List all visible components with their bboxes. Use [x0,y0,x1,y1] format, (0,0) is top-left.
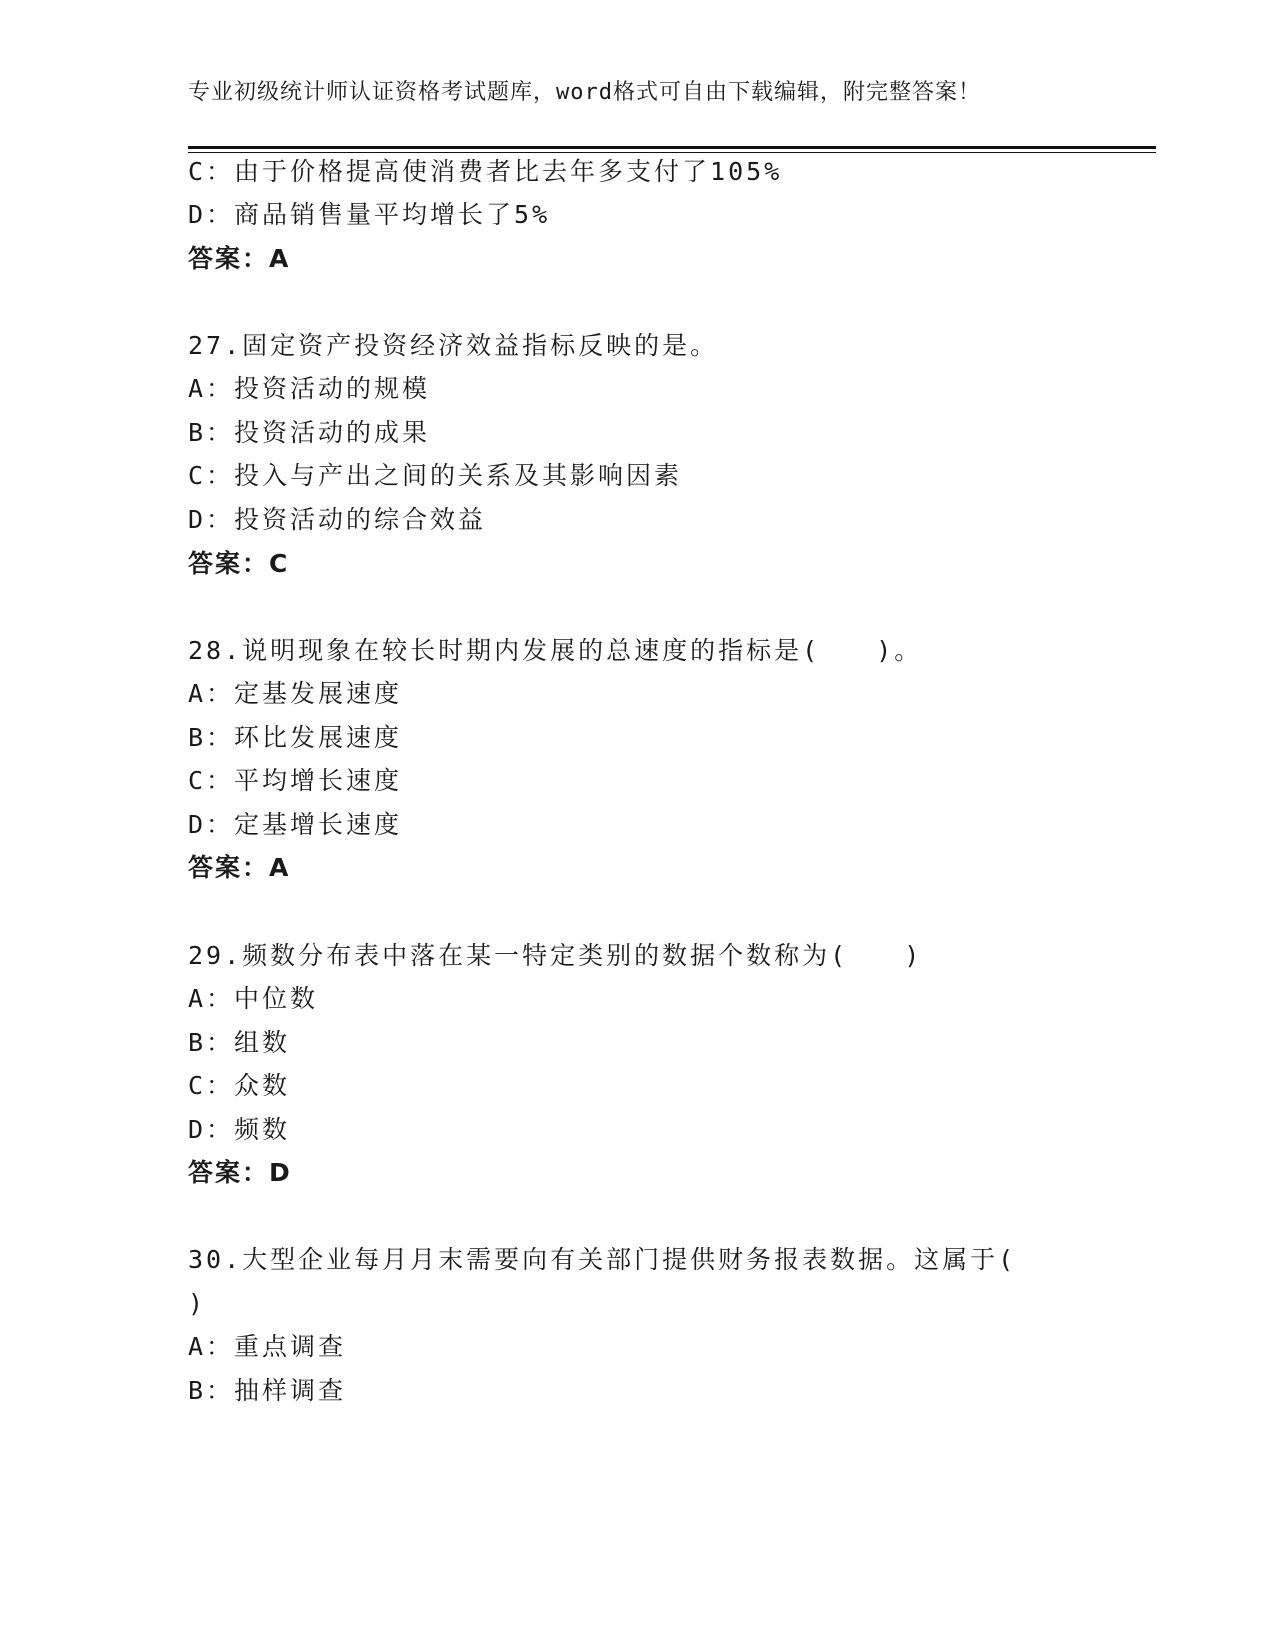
q29-option-d: D：频数 [188,1115,291,1144]
q28-option-c: C：平均增长速度 [188,766,403,795]
q27-answer: 答案：C [188,549,290,578]
q27-option-a: A：投资活动的规模 [188,374,431,403]
q29-answer: 答案：D [188,1158,292,1187]
q30-question: 30.大型企业每月月末需要向有关部门提供财务报表数据。这属于( [188,1245,1017,1274]
q28-answer: 答案：A [188,853,291,882]
q26-option-c: C：由于价格提高使消费者比去年多支付了105% [188,157,783,186]
q27-option-b: B：投资活动的成果 [188,418,431,447]
q30-option-b: B：抽样调查 [188,1376,347,1405]
q26-option-d: D：商品销售量平均增长了5% [188,200,551,229]
header-divider-thin [188,152,1156,153]
q28-option-b: B：环比发展速度 [188,723,403,752]
q26-answer: 答案：A [188,244,291,273]
q27-option-d: D：投资活动的综合效益 [188,505,487,534]
q30-question-continuation: ) [188,1289,207,1318]
q29-option-c: C：众数 [188,1071,291,1100]
header-divider [188,146,1156,149]
q28-option-d: D：定基增长速度 [188,810,403,839]
q29-question: 29.频数分布表中落在某一特定类别的数据个数称为( ) [188,941,923,970]
q28-option-a: A：定基发展速度 [188,679,403,708]
q28-question: 28.说明现象在较长时期内发展的总速度的指标是( )。 [188,636,923,665]
q27-option-c: C：投入与产出之间的关系及其影响因素 [188,461,683,490]
q27-question: 27.固定资产投资经济效益指标反映的是。 [188,331,719,360]
q29-option-a: A：中位数 [188,984,319,1013]
page-header: 专业初级统计师认证资格考试题库，word格式可自由下载编辑，附完整答案！ [188,80,981,105]
q29-option-b: B：组数 [188,1028,291,1057]
q30-option-a: A：重点调查 [188,1332,347,1361]
